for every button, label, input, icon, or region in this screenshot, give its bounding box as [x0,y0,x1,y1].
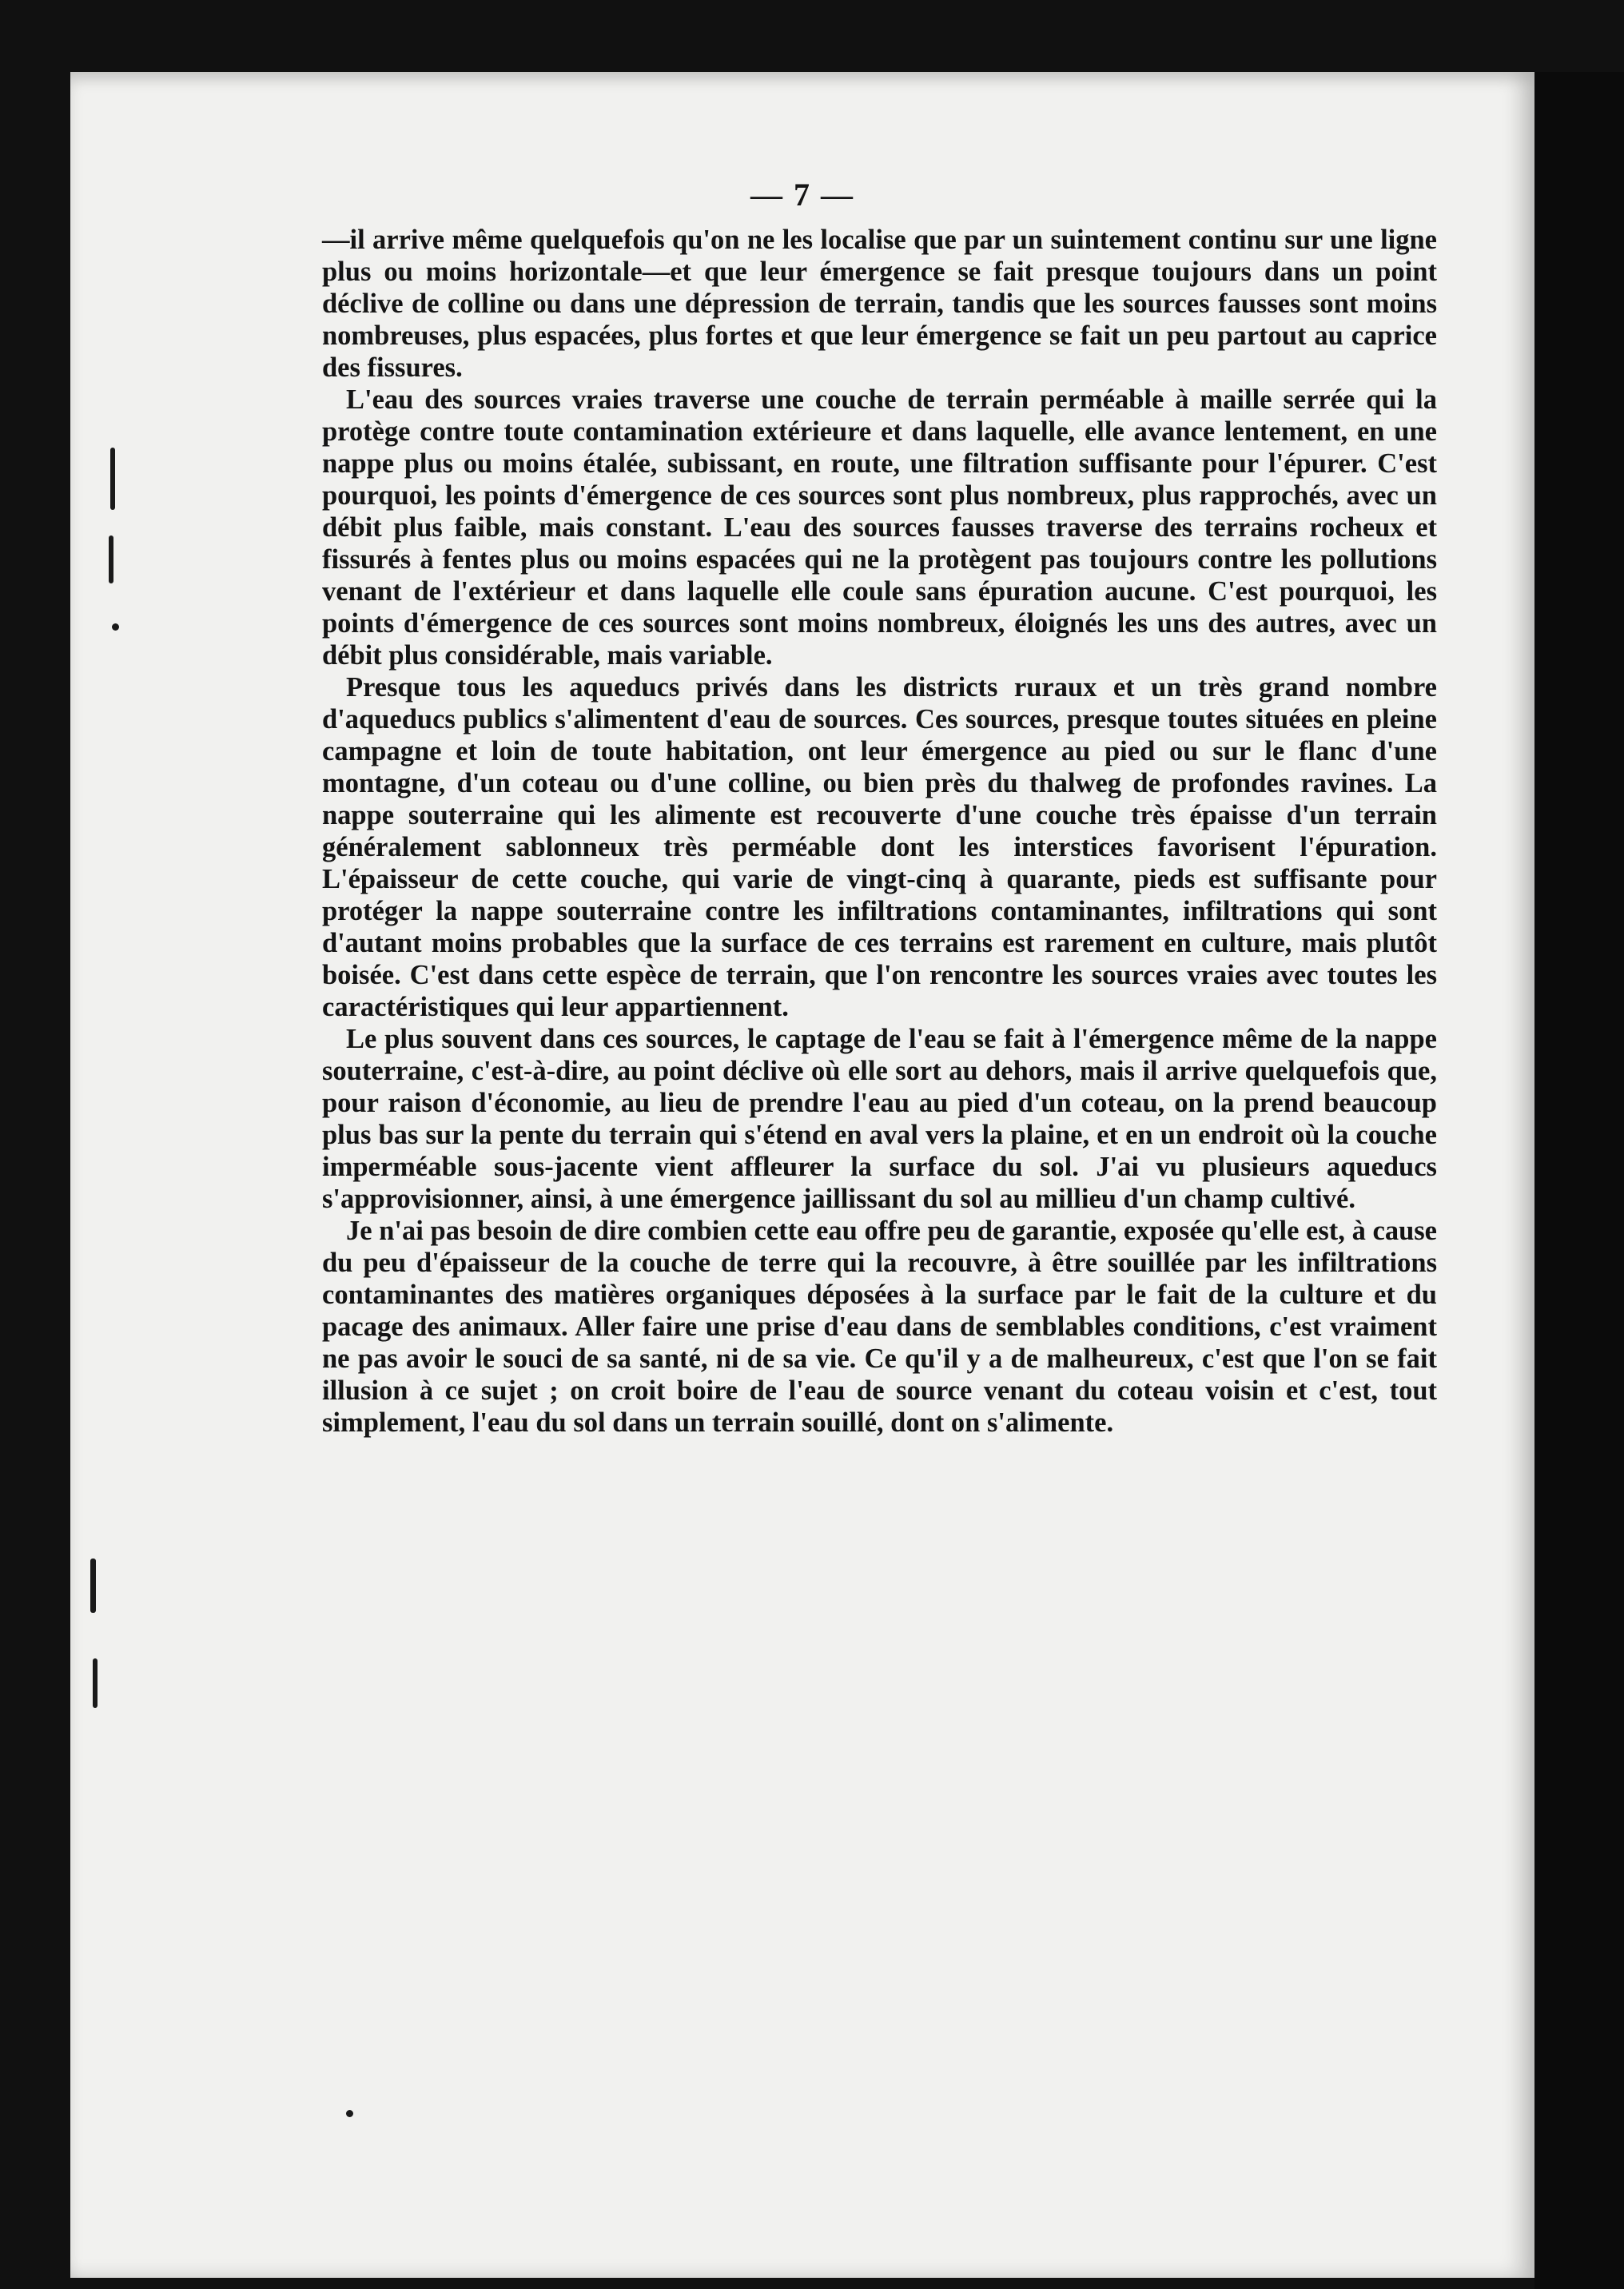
scanned-page [70,72,1534,2278]
scan-mark-3 [90,1559,96,1613]
scan-mark-4 [93,1658,98,1708]
scan-dot-2 [346,2110,353,2117]
paragraph-5: Je n'ai pas besoin de dire combien cette eau offre peu de garantie, exposée qu'elle est, à cause du peu d'épaisseur de la couche de terre qui la recouvre, à être souillée par les infiltrations contaminantes des matières organiques déposées à la surface par le fait de la culture et du pacage des animaux. Aller faire une prise d'eau dans de semblables conditions, c'est vraiment ne pas avoir le souci de sa santé, ni de sa vie. Ce qu'il y a de malheureux, c'est que l'on se fait illusion à ce sujet ; on croit boire de l'eau de source venant du coteau voisin et c'est, tout simplement, l'eau du sol dans un terrain souillé, dont on s'alimente. [322,1216,1437,1438]
scan-mark-2 [109,535,113,583]
paragraph-3: Presque tous les aqueducs privés dans les districts ruraux et un très grand nombre d'aqueducs publics s'alimentent d'eau de sources. Ces sources, presque toutes situées en pleine campagne et loin de toute habitation, ont leur émergence au pied ou sur le flanc d'une montagne, d'un coteau ou d'une colline, ou bien près du thalweg de profondes ravines. La nappe souterraine qui les alimente est recouverte d'une couche très épaisse d'un terrain généralement sablonneux très perméable dont les interstices favorisent l'épuration. L'épaisseur de cette couche, qui varie de vingt-cinq à quarante, pieds est suffisante pour protéger la nappe souterraine contre les infiltrations contaminantes, infiltrations qui sont d'autant moins probables que la surface de ces terrains est rarement en culture, mais plutôt boisée. C'est dans cette espèce de terrain, que l'on rencontre les sources vraies avec toutes les caractéristiques qui leur appartiennent. [322,672,1437,1022]
page-number: — 7 — [750,177,854,213]
paragraph-4: Le plus souvent dans ces sources, le captage de l'eau se fait à l'émergence même de la nappe souterraine, c'est-à-dire, au point déclive où elle sort au dehors, mais il arrive quelquefois que, pour raison d'économie, au lieu de prendre l'eau au pied d'un coteau, on la prend beaucoup plus bas sur la pente du terrain qui s'étend en aval vers la plaine, et en un endroit où la couche imperméable sous-jacente vient affleurer la surface du sol. J'ai vu plusieurs aqueducs s'approvisionner, ainsi, à une émergence jaillissant du sol au millieu d'un champ cultivé. [322,1024,1437,1214]
scan-right-edge [1534,72,1624,2289]
paragraph-2: L'eau des sources vraies traverse une couche de terrain perméable à maille serrée qui la protège contre toute contamination extérieure et dans laquelle, elle avance lentement, en une nappe plus ou moins étalée, subissant, en route, une filtration suffisante pour l'épurer. C'est pourquoi, les points d'émergence de ces sources sont plus nombreux, plus rapprochés, avec un débit plus faible, mais constant. L'eau des sources fausses traverse des terrains rocheux et fissurés à fentes plus ou moins espacées qui ne la protègent pas toujours contre les pollutions venant de l'extérieur et dans laquelle elle coule sans épuration aucune. C'est pourquoi, les points d'émergence de ces sources sont moins nombreux, éloignés les uns des autres, avec un débit plus considérable, mais variable. [322,384,1437,671]
scan-mark-1 [110,448,115,510]
body-text [322,224,1437,1439]
scan-dot-1 [112,623,119,631]
paragraph-1: —il arrive même quelquefois qu'on ne les localise que par un suintement continu sur une ligne plus ou moins horizontale—et que leur émergence se fait presque toujours dans un point déclive de colline ou dans une dépression de terrain, tandis que les sources fausses sont moins nombreuses, plus espacées, plus fortes et que leur émergence se fait un peu partout au caprice des fissures. [322,225,1437,383]
